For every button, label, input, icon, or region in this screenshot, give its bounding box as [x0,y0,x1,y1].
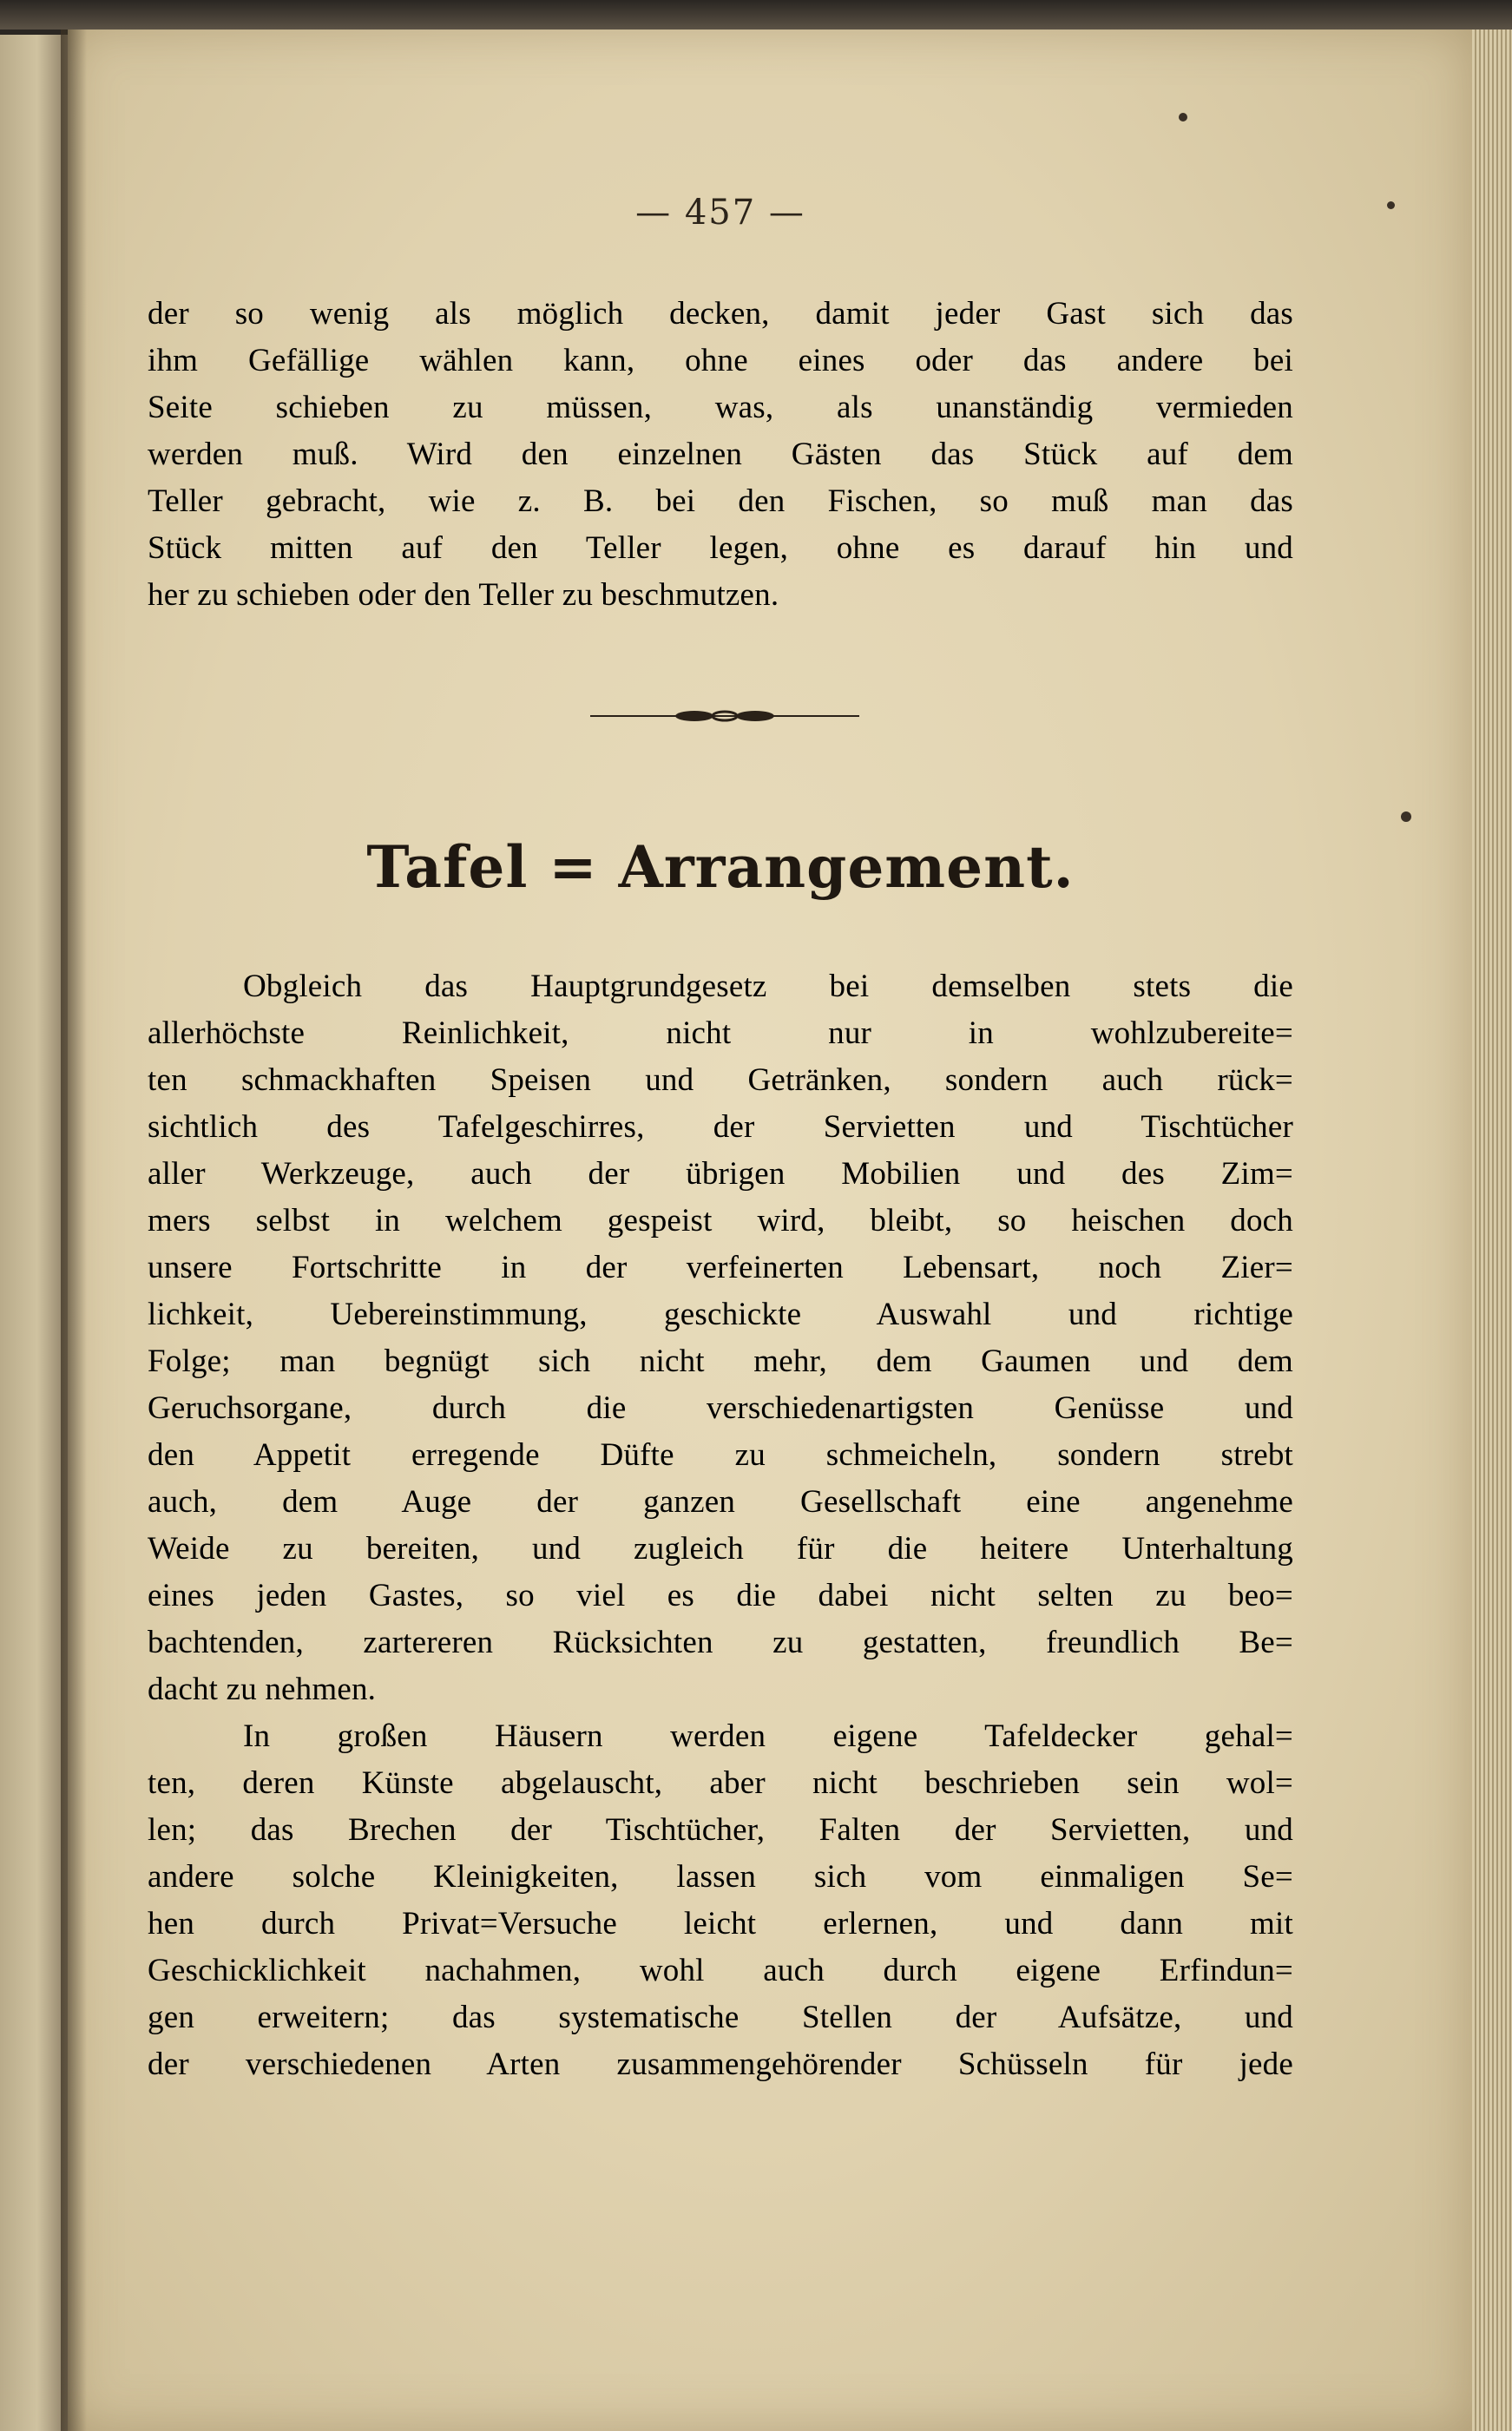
page-stack-edge [1472,17,1512,2431]
text-line: mers selbst in welchem gespeist wird, bleibt, so heischen doch [148,1203,1293,1238]
text-line: Obgleich das Hauptgrundgesetz bei demselben stets die [243,969,1293,1004]
scan-top-border [0,0,1512,30]
text-line: den Appetit erregende Düfte zu schmeicheln, sondern strebt [148,1437,1293,1473]
section-heading: Tafel = Arrangement. [366,833,1075,901]
text-line: bachtenden, zartereren Rücksichten zu gestatten, freundlich Be= [148,1625,1293,1660]
text-line: ihm Gefällige wählen kann, ohne eines oder das andere bei [148,343,1293,378]
text-line: ten schmackhaften Speisen und Getränken, sondern auch rück= [148,1062,1293,1098]
text-line: allerhöchste Reinlichkeit, nicht nur in wohlzubereite= [148,1015,1293,1051]
text-line: Geruchsorgane, durch die verschiedenartigsten Genüsse und [148,1390,1293,1426]
text-line: der so wenig als möglich decken, damit jeder Gast sich das [148,296,1293,332]
text-line: auch, dem Auge der ganzen Gesellschaft eine angenehme [148,1484,1293,1520]
text-line: Geschicklichkeit nachahmen, wohl auch durch eigene Erfindun= [148,1953,1293,1988]
text-line: sichtlich des Tafelgeschirres, der Servietten und Tischtücher [148,1109,1293,1145]
page-number: — 457 — [635,193,805,233]
text-line: her zu schieben oder den Teller zu beschmutzen. [148,577,779,613]
text-line: eines jeden Gastes, so viel es die dabei nicht selten zu beo= [148,1578,1293,1613]
text-line: andere solche Kleinigkeiten, lassen sich vom einmaligen Se= [148,1859,1293,1895]
previous-page-edge [0,35,68,2431]
text-line: Weide zu bereiten, und zugleich für die heitere Unterhaltung [148,1531,1293,1567]
text-line: ten, deren Künste abgelauscht, aber nicht beschrieben sein wol= [148,1765,1293,1801]
text-line: hen durch Privat=Versuche leicht erlernen, und dann mit [148,1906,1293,1942]
text-line: unsere Fortschritte in der verfeinerten Lebensart, noch Zier= [148,1250,1293,1285]
text-line: Seite schieben zu müssen, was, als unanständig vermieden [148,390,1293,425]
text-line: aller Werkzeuge, auch der übrigen Mobilien und des Zim= [148,1156,1293,1192]
text-line: Stück mitten auf den Teller legen, ohne es darauf hin und [148,530,1293,566]
text-line: lichkeit, Uebereinstimmung, geschickte Auswahl und richtige [148,1297,1293,1332]
text-line: Teller gebracht, wie z. B. bei den Fischen, so muß man das [148,483,1293,519]
paper-speck [1401,811,1411,822]
paper-speck [1179,113,1187,122]
text-line: gen erweitern; das systematische Stellen der Aufsätze, und [148,2000,1293,2035]
text-line: werden muß. Wird den einzelnen Gästen das Stück auf dem [148,437,1293,472]
spine-shadow [61,26,87,2431]
text-line: dacht zu nehmen. [148,1672,377,1707]
section-divider-ornament [590,703,859,729]
text-line: der verschiedenen Arten zusammengehörender Schüsseln für jede [148,2047,1293,2082]
paragraph-continuation [148,291,1293,619]
text-line: len; das Brechen der Tischtücher, Falten der Servietten, und [148,1812,1293,1848]
text-line: In großen Häusern werden eigene Tafeldecker gehal= [243,1718,1293,1754]
paper-speck [1387,201,1395,209]
section-body [148,963,1293,2088]
text-line: Folge; man begnügt sich nicht mehr, dem Gaumen und dem [148,1344,1293,1379]
